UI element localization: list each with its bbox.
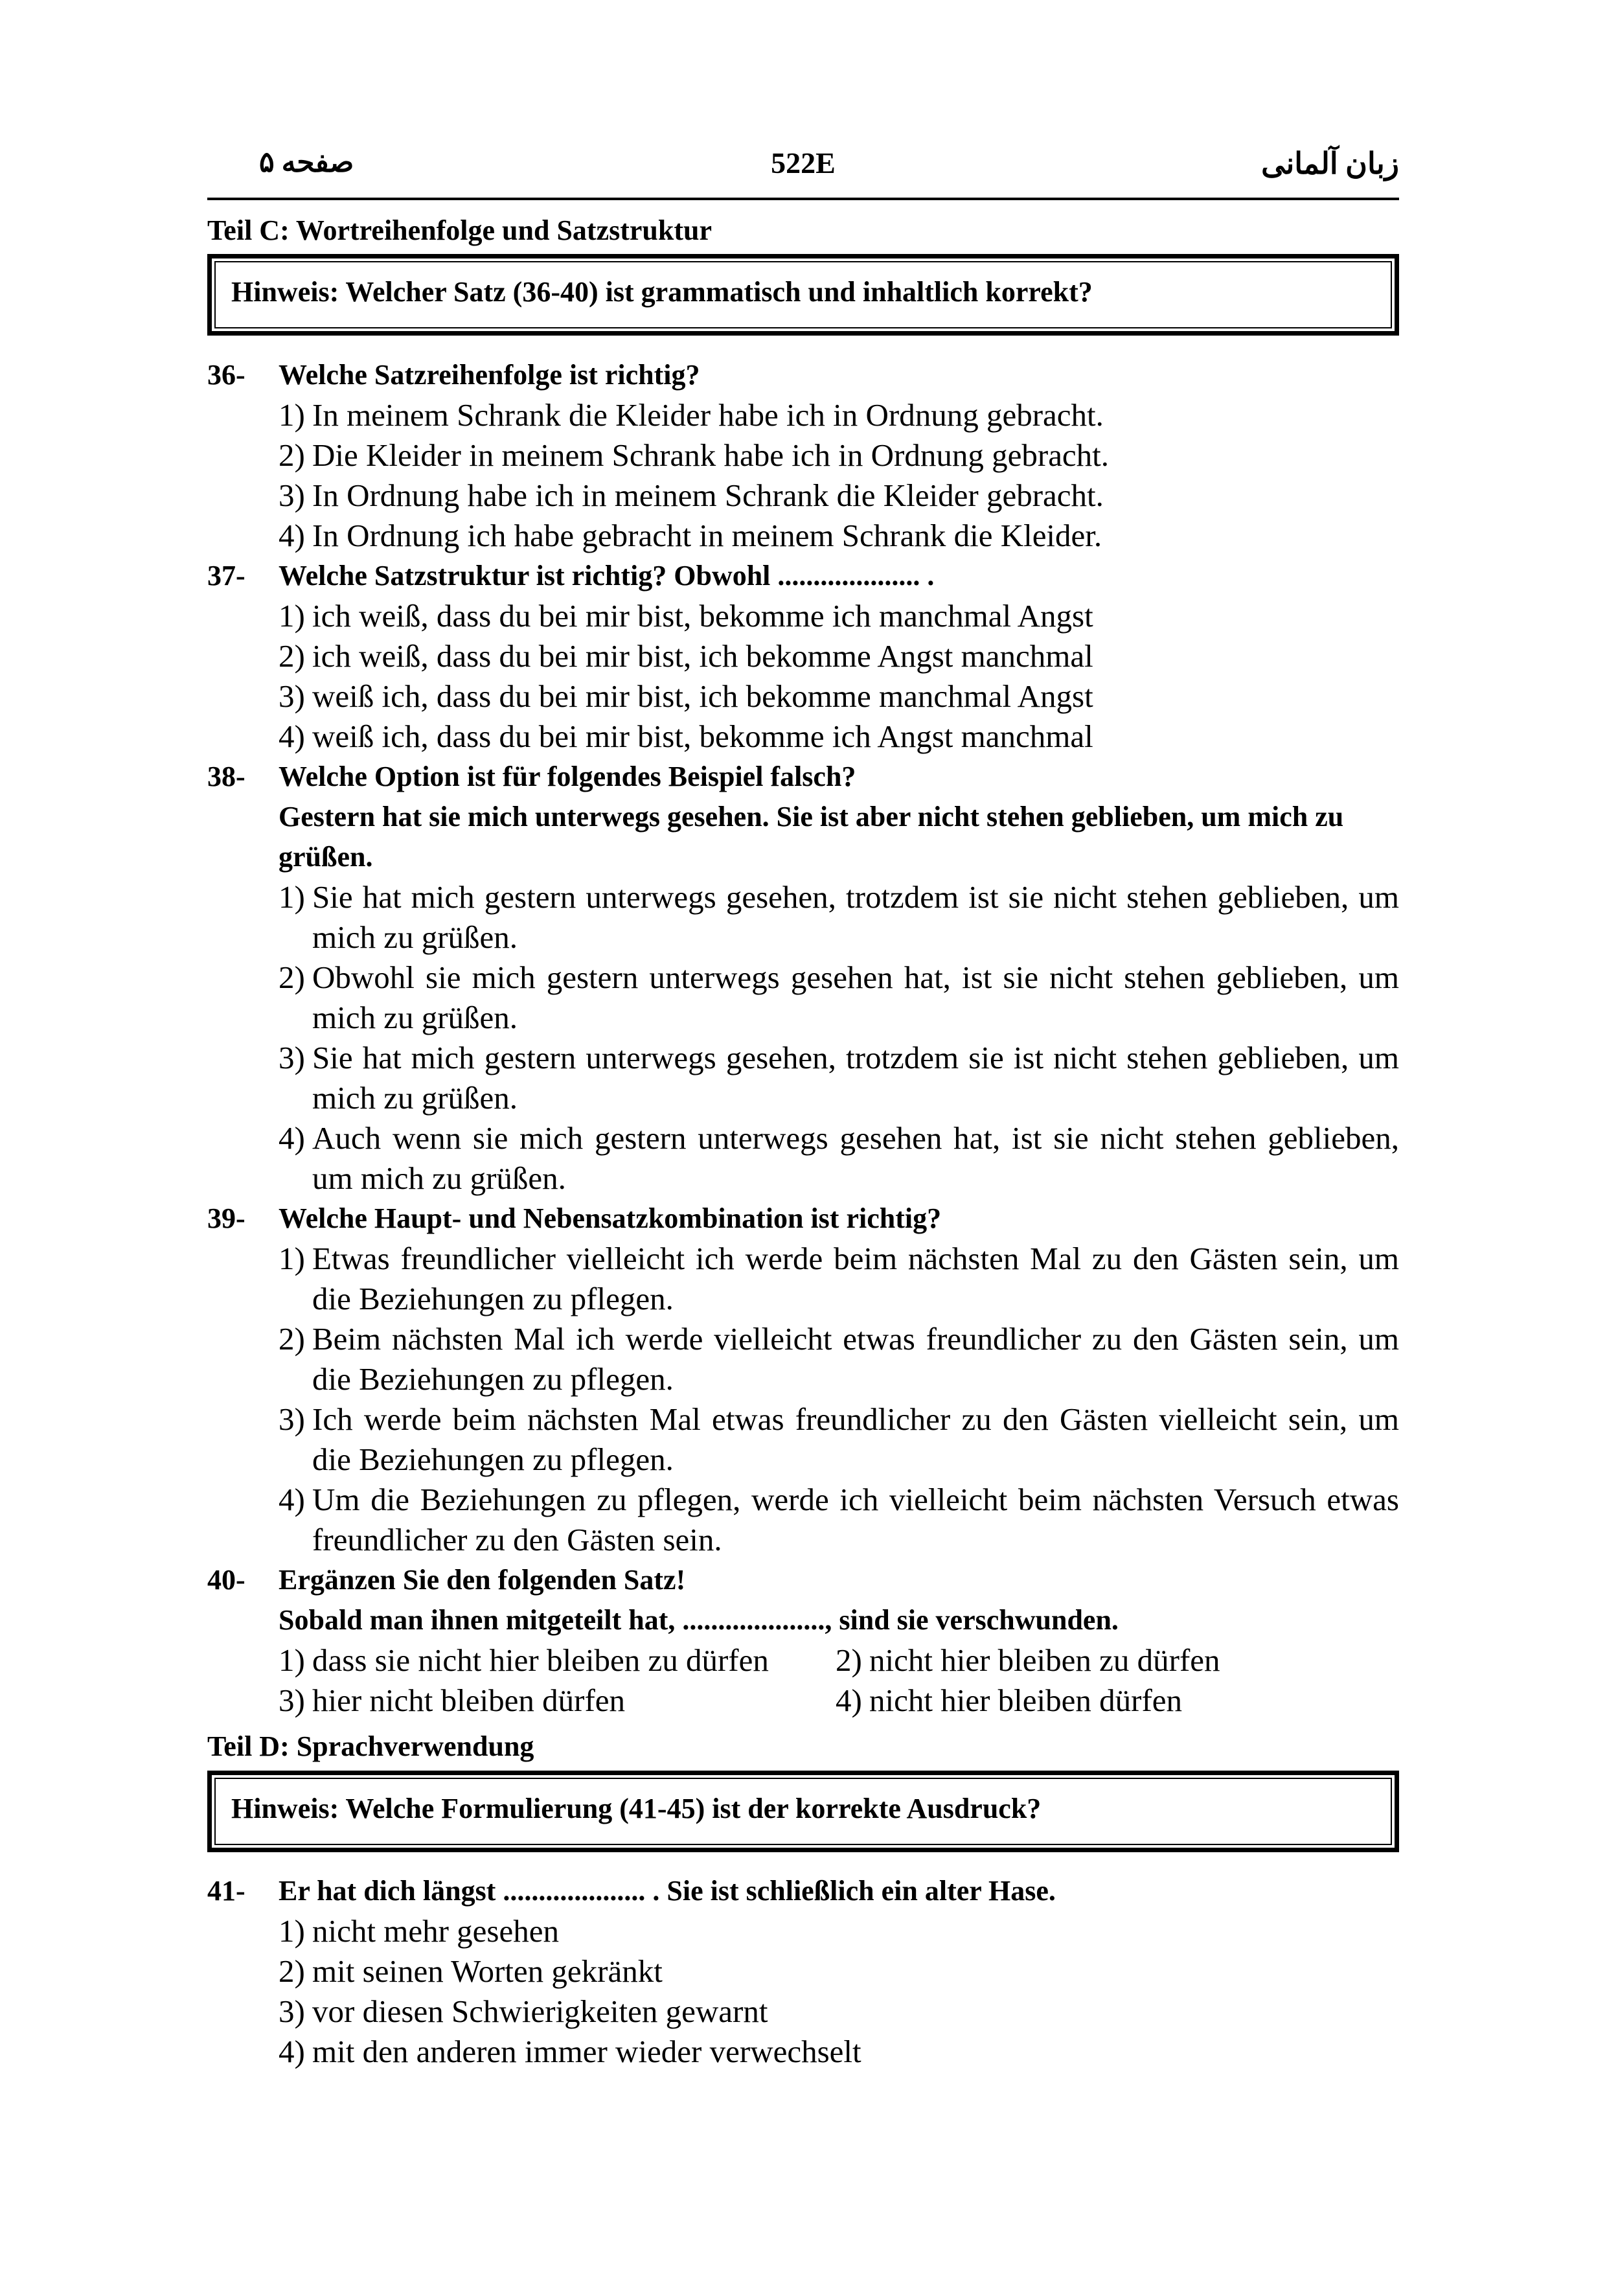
question-stem: Welche Satzreihenfolge ist richtig?: [279, 359, 700, 391]
option-text: vor diesen Schwierigkeiten gewarnt: [312, 1993, 768, 2029]
question-number: 39-: [207, 1202, 245, 1234]
option-number: 3): [279, 1993, 305, 2029]
option-text: nicht hier bleiben zu dürfen: [869, 1642, 1220, 1678]
option-text: Beim nächsten Mal ich werde vielleicht etwas freundlicher zu den Gästen sein, um die Beziehungen zu pflegen.: [312, 1321, 1399, 1397]
option[interactable]: [279, 877, 1399, 958]
question-number: 37-: [207, 560, 245, 591]
options: [279, 1911, 1399, 2072]
option-number: 2): [279, 1321, 305, 1357]
option[interactable]: [279, 1239, 1399, 1319]
subject-title: زبان آلمانی: [1261, 147, 1399, 180]
page-number: صفحه ۵: [259, 146, 354, 178]
options: [279, 1640, 1399, 1721]
option-text: Die Kleider in meinem Schrank habe ich in Ordnung gebracht.: [312, 437, 1110, 473]
question-41: [207, 1871, 1399, 2072]
option[interactable]: [279, 1118, 1399, 1199]
option-number: 3): [279, 477, 305, 513]
option[interactable]: [279, 636, 1399, 676]
option-number: 2): [279, 437, 305, 473]
option-number: 4): [279, 518, 305, 553]
option[interactable]: [279, 1480, 1399, 1560]
option[interactable]: [279, 717, 1399, 757]
options: [279, 395, 1399, 556]
question-list-d: [207, 1871, 1399, 2072]
exam-code: 522E: [771, 146, 836, 179]
option[interactable]: [279, 1992, 1399, 2032]
question-number: 41-: [207, 1875, 245, 1907]
question-stem-line: Ergänzen Sie den folgenden Satz!: [279, 1564, 686, 1596]
option-number: 1): [279, 879, 305, 915]
option[interactable]: [279, 1951, 1399, 1992]
option[interactable]: [279, 476, 1399, 516]
option[interactable]: [279, 1399, 1399, 1480]
option-text: Auch wenn sie mich gestern unterwegs gesehen hat, ist sie nicht stehen geblieben, um mich zu grüßen.: [312, 1120, 1399, 1196]
option-number: 3): [279, 1682, 305, 1718]
options: [279, 877, 1399, 1199]
part-d-hint-box: [207, 1771, 1399, 1852]
question-stem: [279, 757, 1399, 877]
option-text: Sie hat mich gestern unterwegs gesehen, trotzdem ist sie nicht stehen geblieben, um mich zu grüßen.: [312, 879, 1399, 955]
question-36: [207, 355, 1399, 556]
question-number: 36-: [207, 359, 245, 391]
option[interactable]: [279, 1640, 836, 1681]
option[interactable]: [279, 2032, 1399, 2072]
header-divider: [207, 198, 1399, 200]
option-number: 3): [279, 1401, 305, 1437]
option-text: In Ordnung ich habe gebracht in meinem Schrank die Kleider.: [312, 518, 1102, 553]
option-text: weiß ich, dass du bei mir bist, bekomme ich Angst manchmal: [312, 718, 1093, 754]
option[interactable]: [279, 435, 1399, 476]
option-number: 1): [279, 598, 305, 634]
question-number: 40-: [207, 1564, 245, 1596]
option[interactable]: [279, 516, 1399, 556]
option[interactable]: [836, 1681, 1483, 1721]
option[interactable]: [279, 1319, 1399, 1399]
option[interactable]: [279, 596, 1399, 636]
question-37: [207, 556, 1399, 757]
option[interactable]: [279, 1681, 836, 1721]
question-list-c: [207, 355, 1399, 1721]
option-number: 4): [279, 1482, 305, 1517]
options: [279, 596, 1399, 757]
option-text: Um die Beziehungen zu pflegen, werde ich vielleicht beim nächsten Versuch etwas freundlicher zu den Gästen sein.: [312, 1482, 1399, 1557]
question-39: [207, 1199, 1399, 1560]
option-text: Etwas freundlicher vielleicht ich werde beim nächsten Mal zu den Gästen sein, um die Beziehungen zu pflegen.: [312, 1241, 1399, 1316]
part-c-hint-box: [207, 254, 1399, 336]
option-text: Sie hat mich gestern unterwegs gesehen, trotzdem sie ist nicht stehen geblieben, um mich zu grüßen.: [312, 1040, 1399, 1116]
option-number: 1): [279, 397, 305, 433]
option[interactable]: [279, 395, 1399, 435]
option-number: 4): [279, 2034, 305, 2069]
option[interactable]: [279, 958, 1399, 1038]
option-number: 2): [279, 1953, 305, 1989]
question-stem: Welche Satzstruktur ist richtig? Obwohl .................... .: [279, 560, 935, 591]
option-number: 4): [836, 1682, 862, 1718]
option-text: mit den anderen immer wieder verwechselt: [312, 2034, 861, 2069]
option-text: Obwohl sie mich gestern unterwegs gesehen hat, ist sie nicht stehen geblieben, um mich zu grüßen.: [312, 959, 1399, 1035]
question-number: 38-: [207, 761, 245, 792]
option-number: 1): [279, 1913, 305, 1949]
part-d-title: Teil D: Sprachverwendung: [207, 1730, 534, 1762]
question-stem-line: Welche Option ist für folgendes Beispiel falsch?: [279, 761, 856, 792]
option-text: dass sie nicht hier bleiben zu dürfen: [312, 1642, 769, 1678]
option-text: hier nicht bleiben dürfen: [312, 1682, 626, 1718]
option[interactable]: [279, 1038, 1399, 1118]
question-stem: Welche Haupt- und Nebensatzkombination ist richtig?: [279, 1202, 942, 1234]
page-header: [207, 146, 1399, 191]
question-sentence: Sobald man ihnen mitgeteilt hat, ...................., sind sie verschwunden.: [279, 1604, 1119, 1636]
question-stem: Er hat dich längst .................... . Sie ist schließlich ein alter Hase.: [279, 1875, 1056, 1907]
option-number: 1): [279, 1642, 305, 1678]
option-text: Ich werde beim nächsten Mal etwas freundlicher zu den Gästen vielleicht sein, um die Beziehungen zu pflegen.: [312, 1401, 1399, 1477]
option-text: In meinem Schrank die Kleider habe ich in Ordnung gebracht.: [312, 397, 1104, 433]
question-stem: [279, 1560, 1399, 1640]
option-text: nicht hier bleiben dürfen: [869, 1682, 1183, 1718]
option-number: 3): [279, 1040, 305, 1075]
option-number: 1): [279, 1241, 305, 1276]
option-text: mit seinen Worten gekränkt: [312, 1953, 663, 1989]
option-number: 3): [279, 678, 305, 714]
option-text: nicht mehr gesehen: [312, 1913, 559, 1949]
option-number: 4): [279, 1120, 305, 1156]
option-number: 4): [279, 718, 305, 754]
options: [279, 1239, 1399, 1560]
part-c-title: Teil C: Wortreihenfolge und Satzstruktur: [207, 214, 712, 246]
option-text: ich weiß, dass du bei mir bist, ich bekomme Angst manchmal: [312, 638, 1093, 674]
question-38: [207, 757, 1399, 1199]
option[interactable]: [279, 1911, 1399, 1951]
option-text: weiß ich, dass du bei mir bist, ich bekomme manchmal Angst: [312, 678, 1093, 714]
part-c-hint: Hinweis: Welcher Satz (36-40) ist grammatisch und inhaltlich korrekt?: [214, 261, 1392, 328]
option[interactable]: [279, 676, 1399, 717]
option-text: In Ordnung habe ich in meinem Schrank die Kleider gebracht.: [312, 477, 1104, 513]
option-text: ich weiß, dass du bei mir bist, bekomme ich manchmal Angst: [312, 598, 1093, 634]
part-d-hint: Hinweis: Welche Formulierung (41-45) ist der korrekte Ausdruck?: [214, 1778, 1392, 1845]
option[interactable]: [836, 1640, 1483, 1681]
question-example: Gestern hat sie mich unterwegs gesehen. Sie ist aber nicht stehen geblieben, um mich zu grüßen.: [279, 801, 1344, 873]
option-number: 2): [279, 959, 305, 995]
option-number: 2): [836, 1642, 862, 1678]
option-number: 2): [279, 638, 305, 674]
question-40: [207, 1560, 1399, 1721]
